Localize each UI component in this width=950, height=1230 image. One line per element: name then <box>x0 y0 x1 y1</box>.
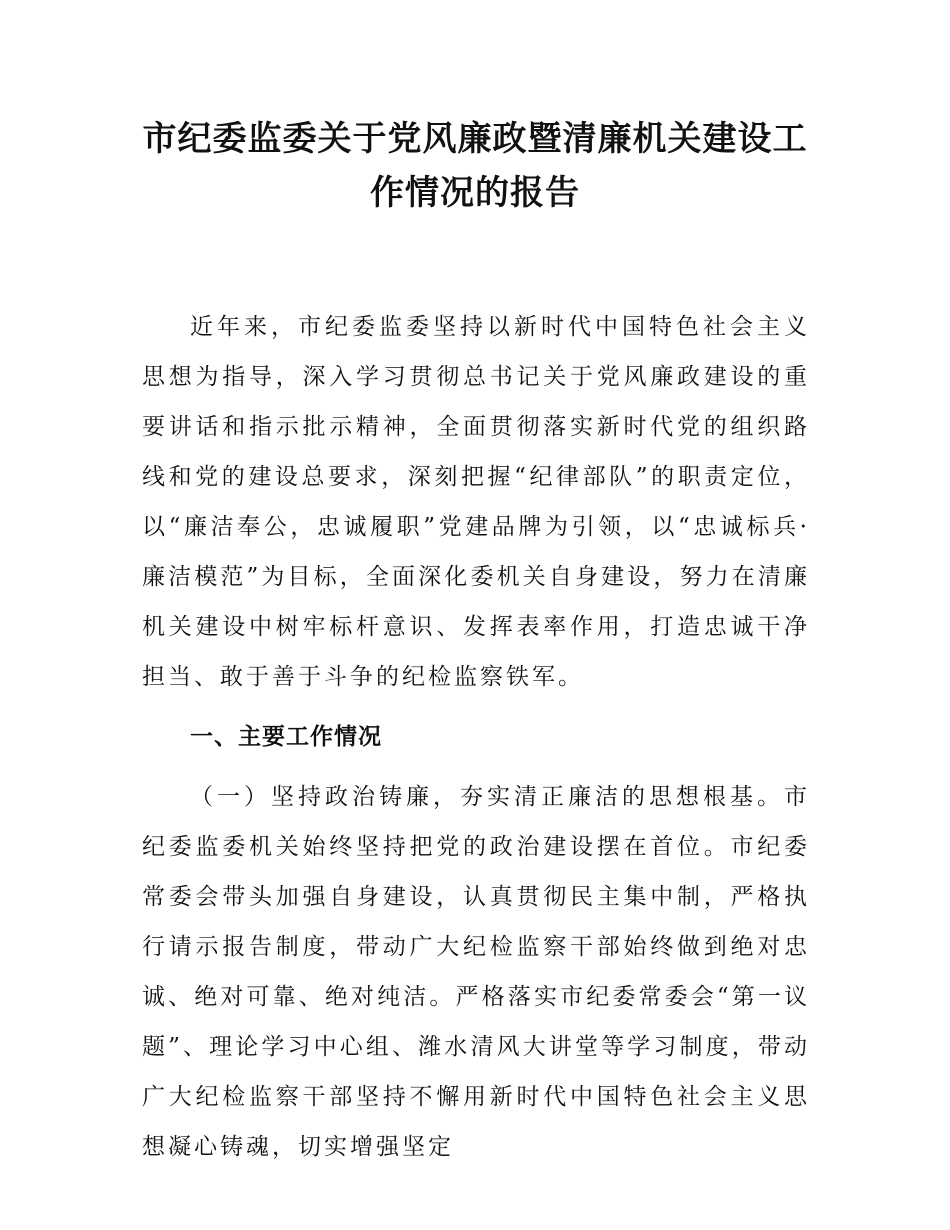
title-line-1: 市纪委监委关于党风廉政暨清廉机关建设工 <box>142 119 808 159</box>
title-line-2: 作情况的报告 <box>370 173 580 213</box>
section-paragraph: （一）坚持政治铸廉，夯实清正廉洁的思想根基。市纪委监委机关始终坚持把党的政治建设摆在首位。市纪委常委会带头加强自身建设，认真贯彻民主集中制，严格执行请示报告制度，带动广大纪检监察干部始终做到绝对忠诚、绝对可靠、绝对纯洁。严格落实市纪委常委会“第一议题”、理论学习中心组、潍水清风大讲堂等学习制度，带动广大纪检监察干部坚持不懈用新时代中国特色社会主义思想凝心铸魂，切实增强坚定 <box>142 784 810 1160</box>
intro-paragraph: 近年来，市纪委监委坚持以新时代中国特色社会主义思想为指导，深入学习贯彻总书记关于党风廉政建设的重要讲话和指示批示精神，全面贯彻落实新时代党的组织路线和党的建设总要求，深刻把握“纪律部队”的职责定位，以“廉洁奉公，忠诚履职”党建品牌为引领，以“忠诚标兵·廉洁模范”为目标，全面深化委机关自身建设，努力在清廉机关建设中树牢标杆意识、发挥表率作用，打造忠诚干净担当、敢于善于斗争的纪检监察铁军。 <box>142 314 810 690</box>
document-title <box>120 112 830 220</box>
section-heading: 一、主要工作情况 <box>190 724 382 750</box>
